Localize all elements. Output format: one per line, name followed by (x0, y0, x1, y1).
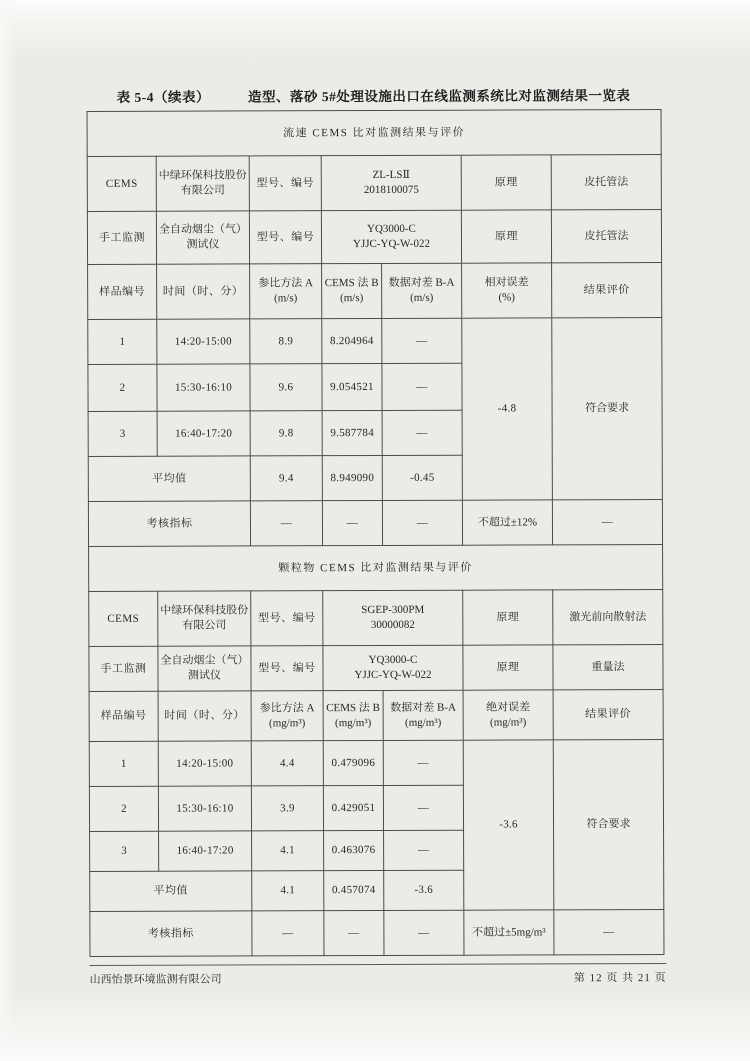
s2-cems-vendor: 中绿环保科技股份有限公司 (158, 591, 251, 646)
s1-manual-vendor: 全自动烟尘（气）测试仪 (156, 211, 249, 264)
s2-manual-vendor: 全自动烟尘（气）测试仪 (158, 646, 251, 691)
s1-cems-label: CEMS (87, 156, 156, 211)
s1-col-sample: 样品编号 (88, 264, 157, 319)
s2-manual-model-line1: YQ3000-C (368, 654, 418, 667)
s2-col-ref (251, 691, 323, 741)
s1-col-err (462, 263, 552, 318)
s2-row1-time: 14:20-15:00 (158, 741, 251, 786)
s2-col-diff-line1: 数据对差 B-A (390, 701, 456, 714)
s1-col-cems (322, 263, 382, 318)
s1-relative-error: -4.8 (462, 318, 553, 500)
s2-avg-cems: 0.457074 (324, 870, 384, 910)
s2-manual-model-value (323, 645, 463, 690)
s2-check-err: 不超过±5mg/m³ (464, 910, 554, 955)
scan-fade-bottom (0, 990, 750, 1061)
s2-cems-model-line2: 30000082 (370, 618, 415, 632)
s1-row1-diff: — (382, 318, 462, 363)
s1-row3-ref: 9.8 (250, 411, 322, 456)
s1-col-cems-line1: CEMS 法 B (324, 277, 379, 290)
s2-row3-no: 3 (90, 831, 159, 871)
s1-cems-vendor: 中绿环保科技股份有限公司 (156, 156, 249, 211)
s1-result: 符合要求 (552, 317, 663, 499)
page-footer (90, 963, 667, 987)
s2-manual-principle: 重量法 (553, 644, 663, 689)
comparison-table (87, 109, 665, 957)
s1-row2-cems: 9.054521 (322, 363, 382, 410)
s1-col-diff (382, 263, 462, 318)
s1-check-err: 不超过±12% (462, 500, 552, 545)
s2-check-result: — (554, 909, 664, 954)
s2-row1-diff: — (383, 740, 463, 785)
table-number: 表 5-4（续表） (116, 89, 211, 105)
s2-row2-ref: 3.9 (251, 786, 323, 831)
s2-col-diff-line2: (mg/m³) (404, 716, 442, 729)
s1-col-time: 时间（时、分） (157, 264, 250, 319)
s1-avg-cems: 8.949090 (322, 455, 382, 500)
s2-manual-model-label: 型号、编号 (251, 646, 323, 691)
s1-check-label: 考核指标 (88, 501, 250, 547)
s2-row1-no: 1 (89, 741, 158, 786)
s1-row3-cems: 9.587784 (322, 410, 382, 455)
s1-manual-model-line1: YQ3000-C (366, 223, 416, 236)
s2-row1-ref: 4.4 (251, 741, 323, 786)
table-title (0, 84, 749, 107)
s1-check-ref: — (250, 501, 322, 546)
s1-check-cems: — (322, 500, 382, 545)
section1-header: 流速 CEMS 比对监测结果与评价 (87, 109, 661, 156)
s1-row2-time: 15:30-16:10 (157, 364, 250, 411)
s1-cems-model-line2: 2018100075 (363, 183, 419, 197)
s1-check-diff: — (382, 500, 462, 545)
s1-row1-cems: 8.204964 (322, 318, 382, 363)
s1-row3-no: 3 (88, 411, 157, 456)
s2-cems-principle-label: 原理 (463, 590, 553, 645)
s1-row1-time: 14:20-15:00 (157, 319, 250, 364)
s2-col-sample: 样品编号 (89, 691, 158, 741)
s2-col-err-line1: 绝对误差 (486, 701, 531, 714)
s2-row3-diff: — (384, 830, 464, 870)
s1-manual-model-line2: YJJC-YQ-W-022 (352, 237, 431, 251)
s2-row2-diff: — (383, 785, 463, 830)
s1-cems-principle: 皮托管法 (551, 154, 661, 209)
s2-avg-label: 平均值 (90, 871, 252, 912)
s2-row2-time: 15:30-16:10 (158, 786, 251, 831)
s2-manual-label: 手工监测 (89, 646, 158, 691)
s2-row3-ref: 4.1 (252, 831, 324, 871)
s2-manual-model-line2: YJJC-YQ-W-022 (354, 668, 432, 682)
s2-row2-no: 2 (89, 786, 158, 831)
s1-manual-model-label: 型号、编号 (249, 211, 321, 264)
s2-result: 符合要求 (553, 739, 664, 909)
s1-avg-ref: 9.4 (250, 456, 322, 501)
s2-col-ref-line1: 参比方法 A (259, 701, 315, 715)
s1-check-result: — (552, 499, 662, 544)
s2-col-cems-line1: CEMS 法 B (326, 701, 381, 714)
s2-col-cems-line2: (mg/m³) (334, 716, 372, 729)
s2-row3-time: 16:40-17:20 (159, 831, 252, 871)
footer-company: 山西怡景环境监测有限公司 (89, 973, 222, 986)
s1-col-ref-line2: (m/s) (274, 292, 298, 305)
s1-manual-model-value (321, 210, 461, 263)
s1-row3-time: 16:40-17:20 (157, 411, 250, 456)
s1-col-ref (250, 264, 322, 319)
s2-row2-cems: 0.429051 (323, 785, 383, 830)
s2-col-diff (383, 690, 463, 740)
s2-check-label: 考核指标 (90, 911, 252, 957)
s1-manual-principle: 皮托管法 (551, 209, 661, 262)
s1-cems-model-label: 型号、编号 (249, 156, 321, 211)
s2-cems-label: CEMS (89, 591, 158, 646)
section2-header: 颗粒物 CEMS 比对监测结果与评价 (89, 544, 663, 591)
s1-avg-label: 平均值 (88, 456, 250, 502)
s2-avg-diff: -3.6 (384, 870, 464, 910)
s1-col-result: 结果评价 (552, 262, 662, 317)
s1-row2-ref: 9.6 (250, 364, 322, 411)
s1-row1-ref: 8.9 (250, 319, 322, 364)
s2-col-err-line2: (mg/m³) (489, 715, 527, 729)
s2-col-ref-line2: (mg/m³) (268, 716, 306, 729)
s2-check-ref: — (252, 911, 324, 956)
s2-col-cems (323, 690, 383, 740)
s2-absolute-error: -3.6 (463, 740, 554, 910)
s1-col-diff-line1: 数据对差 B-A (388, 276, 455, 290)
s2-check-diff: — (384, 910, 464, 955)
s1-cems-model-value (321, 155, 461, 210)
s2-col-time: 时间（时、分） (158, 691, 251, 741)
s1-row3-diff: — (382, 410, 462, 455)
s1-cems-principle-label: 原理 (461, 155, 551, 210)
s2-check-cems: — (324, 910, 384, 955)
s2-cems-model-label: 型号、编号 (251, 591, 323, 646)
s1-col-diff-line2: (m/s) (410, 291, 434, 304)
s2-manual-principle-label: 原理 (463, 645, 553, 690)
s2-row1-cems: 0.479096 (323, 740, 383, 785)
s2-avg-ref: 4.1 (252, 871, 324, 911)
s2-cems-model-value (323, 590, 463, 645)
s2-col-err (463, 690, 553, 740)
s1-avg-diff: -0.45 (382, 455, 462, 500)
s2-col-result: 结果评价 (553, 689, 663, 739)
s1-col-ref-line1: 参比方法 A (258, 277, 314, 290)
s2-cems-principle: 激光前向散射法 (553, 589, 663, 644)
footer-page-number: 第 12 页 共 21 页 (573, 971, 667, 985)
s1-row1-no: 1 (88, 319, 157, 364)
s1-col-err-line2: (%) (498, 291, 515, 304)
s1-col-err-line1: 相对误差 (484, 276, 529, 289)
s1-row2-no: 2 (88, 364, 157, 411)
s1-cems-model-line1: ZL-LSⅡ (372, 169, 410, 182)
table-title-text: 造型、落砂 5#处理设施出口在线监测系统比对监测结果一览表 (247, 88, 631, 105)
s2-row3-cems: 0.463076 (324, 830, 384, 870)
s2-cems-model-line1: SGEP-300PM (361, 603, 425, 617)
s1-row2-diff: — (382, 363, 462, 410)
s1-manual-principle-label: 原理 (461, 210, 551, 263)
s1-manual-label: 手工监测 (87, 211, 156, 264)
s1-col-cems-line2: (m/s) (340, 292, 364, 305)
